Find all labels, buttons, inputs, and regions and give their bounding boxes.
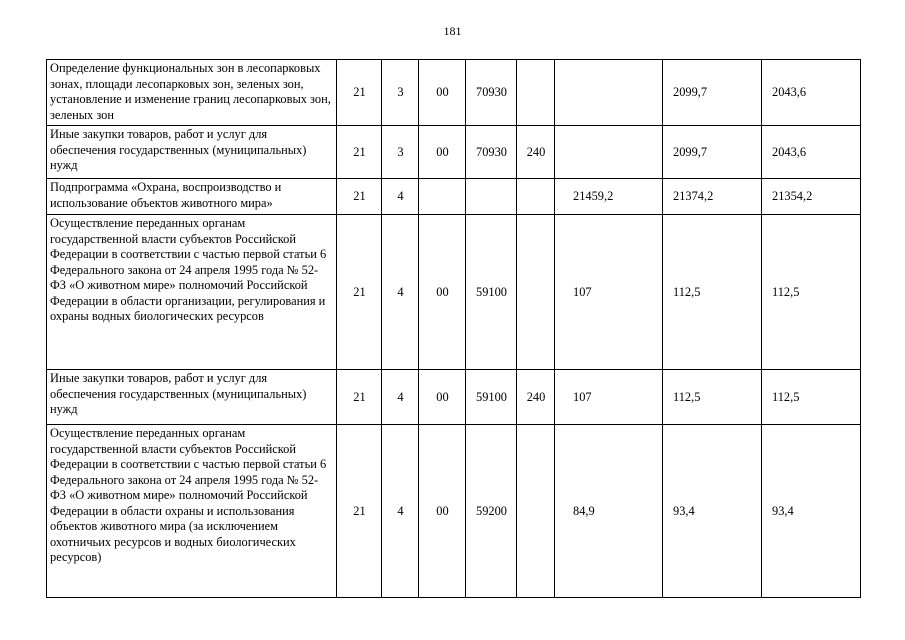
row-name-cell: Иные закупки товаров, работ и услуг для обеспечения государственных (муниципальных) нужд [47, 370, 337, 425]
direction-code-cell: 00 [419, 215, 466, 370]
amount-year2-cell: 112,5 [663, 370, 762, 425]
program-code-cell: 21 [337, 370, 382, 425]
amount-year2-cell: 2099,7 [663, 126, 762, 179]
amount-year3-cell: 21354,2 [762, 179, 861, 215]
program-code-cell: 21 [337, 425, 382, 598]
row-name-cell: Осуществление переданных органам государственной власти субъектов Российской Федерации в соответствии с частью первой статьи 6 Федерального закона от 24 апреля 1995 года № 52-ФЗ «О животном мире» полномочий Российской Федерации в области охраны и использования объектов животного мира (за исключением охотничьих ресурсов и водных биологических ресурсов) [47, 425, 337, 598]
expense-code-cell: 59100 [466, 215, 517, 370]
row-name-cell: Подпрограмма «Охрана, воспроизводство и использование объектов животного мира» [47, 179, 337, 215]
budget-table [46, 59, 861, 598]
direction-code-cell: 00 [419, 126, 466, 179]
program-code-cell: 21 [337, 126, 382, 179]
table-row [47, 425, 861, 598]
expense-type-cell: 240 [517, 126, 555, 179]
expense-type-cell: 240 [517, 370, 555, 425]
amount-year1-cell: 107 [555, 370, 663, 425]
subprogram-code-cell: 3 [382, 60, 419, 126]
amount-year3-cell: 93,4 [762, 425, 861, 598]
page-number: 181 [443, 24, 462, 38]
table-row [47, 60, 861, 126]
expense-code-cell: 59100 [466, 370, 517, 425]
expense-code-cell [466, 179, 517, 215]
expense-type-cell [517, 215, 555, 370]
table-row [47, 179, 861, 215]
expense-code-cell: 70930 [466, 126, 517, 179]
expense-type-cell [517, 179, 555, 215]
expense-code-cell: 70930 [466, 60, 517, 126]
program-code-cell: 21 [337, 215, 382, 370]
amount-year3-cell: 2043,6 [762, 60, 861, 126]
subprogram-code-cell: 4 [382, 425, 419, 598]
direction-code-cell: 00 [419, 425, 466, 598]
subprogram-code-cell: 3 [382, 126, 419, 179]
table-row [47, 215, 861, 370]
amount-year1-cell [555, 126, 663, 179]
direction-code-cell [419, 179, 466, 215]
table-row [47, 370, 861, 425]
amount-year3-cell: 112,5 [762, 215, 861, 370]
amount-year2-cell: 93,4 [663, 425, 762, 598]
subprogram-code-cell: 4 [382, 370, 419, 425]
expense-code-cell: 59200 [466, 425, 517, 598]
program-code-cell: 21 [337, 179, 382, 215]
amount-year1-cell: 21459,2 [555, 179, 663, 215]
amount-year2-cell: 21374,2 [663, 179, 762, 215]
subprogram-code-cell: 4 [382, 179, 419, 215]
program-code-cell: 21 [337, 60, 382, 126]
amount-year1-cell [555, 60, 663, 126]
row-name-cell: Определение функциональных зон в лесопарковых зонах, площади лесопарковых зон, зеленых зон, установление и изменение границ лесопарковых зон, зеленых зон [47, 60, 337, 126]
amount-year3-cell: 2043,6 [762, 126, 861, 179]
amount-year3-cell: 112,5 [762, 370, 861, 425]
amount-year2-cell: 2099,7 [663, 60, 762, 126]
row-name-cell: Осуществление переданных органам государственной власти субъектов Российской Федерации в соответствии с частью первой статьи 6 Федерального закона от 24 апреля 1995 года № 52-ФЗ «О животном мире» полномочий Российской Федерации в области организации, регулирования и охраны водных биологических ресурсов [47, 215, 337, 370]
table-row [47, 126, 861, 179]
direction-code-cell: 00 [419, 370, 466, 425]
amount-year2-cell: 112,5 [663, 215, 762, 370]
expense-type-cell [517, 425, 555, 598]
amount-year1-cell: 84,9 [555, 425, 663, 598]
expense-type-cell [517, 60, 555, 126]
direction-code-cell: 00 [419, 60, 466, 126]
subprogram-code-cell: 4 [382, 215, 419, 370]
row-name-cell: Иные закупки товаров, работ и услуг для обеспечения государственных (муниципальных) нужд [47, 126, 337, 179]
amount-year1-cell: 107 [555, 215, 663, 370]
